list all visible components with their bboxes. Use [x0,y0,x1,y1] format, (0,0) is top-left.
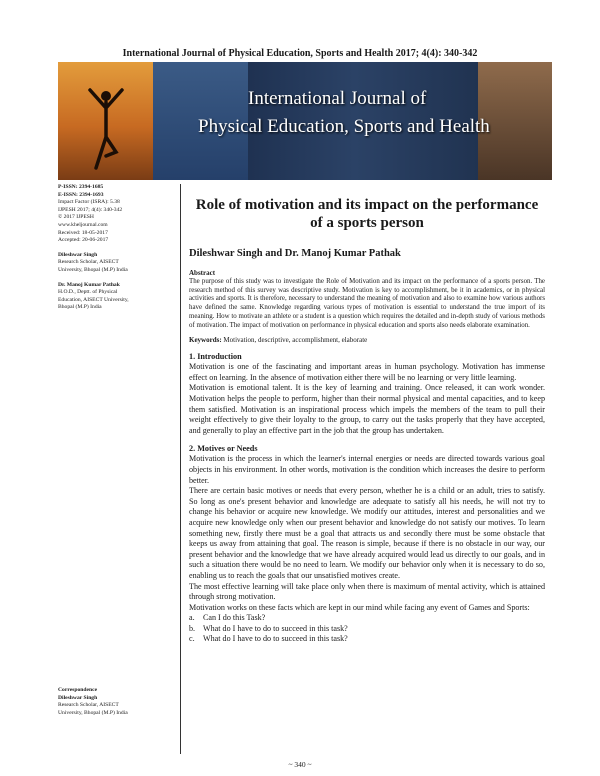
journal-website: www.kheljournal.com [58,221,108,228]
author1-affil-2: University, Bhopal (M.P) India [58,266,128,273]
author2-affil-2: Education, AISECT University, [58,296,129,303]
correspondence-name: Dileshwar Singh [58,694,98,701]
banner-title-line2: Physical Education, Sports and Health [198,116,490,137]
column-divider [180,184,181,754]
abstract-heading: Abstract [189,269,216,277]
correspondence-affil-2: University, Bhopal (M.P) India [58,709,128,716]
received-date: Received: 18-05-2017 [58,229,108,236]
banner-photo-yoga [58,62,153,180]
author1-affil-1: Research Scholar, AISECT [58,259,119,266]
eissn: E-ISSN: 2394-1693 [58,191,104,198]
intro-paragraph-1: Motivation is one of the fascinating and important areas in human psychology. Motivation has immense effect on learning. In the absence of motivation either there will be no learning or very little learning. [189,362,545,382]
author2-affil-1: H.O.D., Deptt. of Physical [58,289,118,296]
motives-paragraph-1: Motivation is the process in which the learner's internal energies or needs are directed towards various goal objects in his environment. In other words, motivation is the condition which increases the desire to perform better. [189,454,545,485]
page-number: ~ 340 ~ [288,760,312,769]
sidebar [58,184,178,764]
keywords [189,336,545,344]
pissn: P-ISSN: 2394-1685 [58,184,104,190]
journal-banner [58,62,552,180]
keywords-text: Motivation, descriptive, accomplishment, elaborate [223,336,368,345]
sidebar-meta [58,184,178,245]
list-marker: a. [189,613,195,623]
author2-name: Dr. Manoj Kumar Pathak [58,281,120,288]
accepted-date: Accepted: 20-06-2017 [58,237,109,244]
list-marker: c. [189,634,195,644]
journal-header: International Journal of Physical Education, Sports and Health 2017; 4(4): 340-342 [122,48,478,59]
yoga-silhouette-icon [86,82,126,172]
impact-factor: Impact Factor (ISRA): 5.38 [58,199,120,206]
abstract-text: The purpose of this study was to investigate the Role of Motivation and its impact on the performance of a sports person. The research method of this survey was descriptive study. Motivation is key to accomplishment, be it in academics, or in physical activities and sports. It is therefore, necessary to understand the meaning of motivation and also to examine how various authors have defined the same. Knowledge regarding various types of motivation is essential to understand the true import of its meaning. How to motivate an athlete or a student is a question which requires the detailed and in-depth study of various methods of motivation. The impact of motivation on performance in physical education and sports also needs elaborate examination. [189,278,545,329]
list-marker: b. [189,623,196,633]
paper-title: Role of motivation and its impact on the performance of a sports person [195,197,539,231]
list-text: Can I do this Task? [203,613,266,623]
motives-paragraph-4: Motivation works on these facts which are kept in our mind while facing any event of Games and Sports: [189,602,530,612]
list-item [189,634,545,645]
sidebar-author2 [58,282,178,312]
banner-title-line1: International Journal of [248,88,427,109]
keywords-label: Keywords: [189,336,222,345]
list-text: What do I have to do to succeed in this task? [203,634,348,644]
sidebar-author1 [58,252,178,275]
section-heading-introduction: 1. Introduction [189,352,242,362]
paper-authors: Dileshwar Singh and Dr. Manoj Kumar Pathak [189,248,401,259]
article-body [189,196,545,645]
motives-paragraph-2: There are certain basic motives or needs that every person, whether he is a child or an adult, tries to satisfy. So long as one's present behavior and knowledge are adequate to satisfy all his needs, he will not try to change his behavior or acquire new knowledge. We modify our attitudes, interest and personalities and we acquire new knowledge only when our present behavior and knowledge do not satisfy our motives. To learn something new, firstly there must be a goal that attracts us and secondly there must be some obstacle that keeps us away from attaining that goal. The reason is simple, because if there is no obstacle in our way, our present behavior and the knowledge that we have already acquired would lead us directly to our goals, and in such a situation there would be no need to learn. We modify our behavior only when it is necessary to do so, enabling us to reach the goals that our unsatisfied motives create. [189,486,545,580]
list-item [189,613,545,624]
correspondence-affil-1: Research Scholar, AISECT [58,702,119,709]
list-item [189,624,545,635]
copyright: © 2017 IJPESH [58,214,94,221]
intro-paragraph-2: Motivation is emotional talent. It is the key of learning and training. Once released, it can work wonder. Motivation helps the people to perform, higher than their normal physical and mental capacities, and to keep them satisfied. Motivation is an inspirational process which impels the members of the team to pull their weight effectively to give their loyalty to the group, to carry out the tasks properly that they have accepted, and generally to play an effective part in the job that the group has undertaken. [189,383,545,435]
correspondence-label: Correspondence [58,687,98,693]
motives-paragraph-3: The most effective learning will take place only when there is maximum of mental activity, which is attained through strong motivation. [189,581,545,602]
volume-info: IJPESH 2017; 4(4): 340-342 [58,206,123,213]
sidebar-correspondence [58,687,128,717]
author2-affil-3: Bhopal (M.P) India [58,304,102,311]
author1-name: Dileshwar Singh [58,251,98,258]
section-heading-motives: 2. Motives or Needs [189,444,258,454]
list-text: What do I have to do to succeed in this task? [203,623,348,633]
